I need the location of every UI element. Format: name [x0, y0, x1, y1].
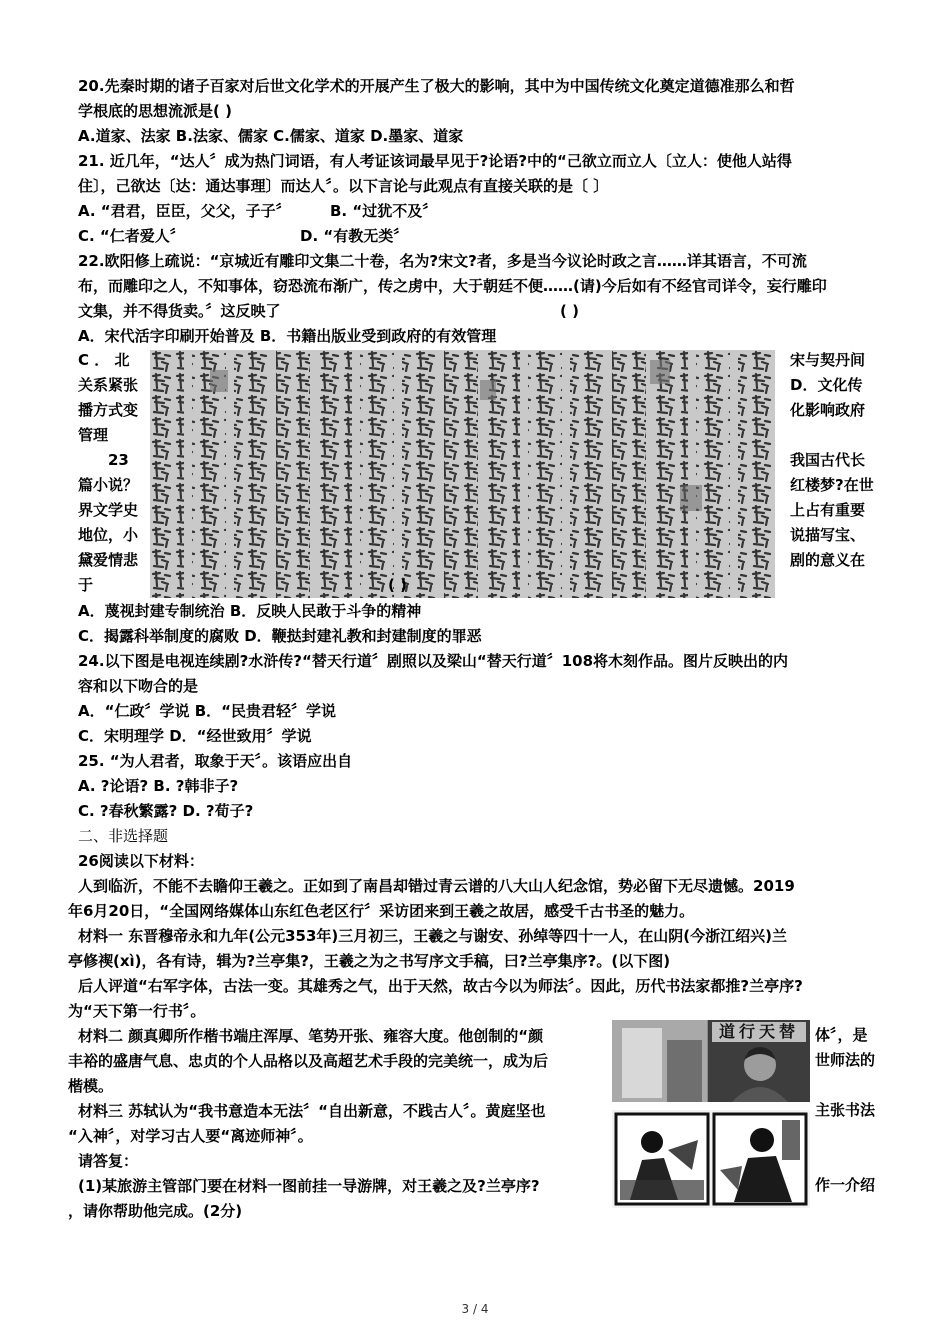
q22-option-c-left: C ． 北: [78, 351, 130, 369]
q26-material1-line4: 为“天下第一行书〞。: [68, 1002, 206, 1020]
q26-material2-line2: 丰裕的盛唐气息、忠贞的个人品格以及高超艺术手段的完美统一，成为后: [68, 1052, 549, 1070]
lanting-calligraphy-image: [150, 350, 775, 598]
q22-option-d-right: D．文化传: [790, 376, 863, 394]
q23-options-cd: C．揭露科举制度的腐败 D．鞭挞封建礼教和封建制度的罪恶: [78, 627, 482, 645]
q23-right4: 说描写宝、: [790, 526, 866, 544]
q26-material3-line1-right: 主张书法: [815, 1101, 876, 1119]
section-title-non-choice: 二、非选择题: [78, 827, 169, 845]
calligraphy-scroll-icon: [150, 350, 775, 598]
q20-line1: 20.先秦时期的诸子百家对后世文化学术的开展产生了极大的影响，其中为中国传统文化奠定道德准那么和哲: [78, 77, 795, 95]
q23-right5: 剧的意义在: [790, 551, 866, 569]
q26-material1-line1: 材料一 东晋穆帝永和九年(公元353年)三月初三，王羲之与谢安、孙绰等四十一人，在山阴(今浙江绍兴)兰: [78, 927, 787, 945]
q23-options-ab: A．蔑视封建专制统治 B．反映人民敢于斗争的精神: [78, 602, 422, 620]
q22-answer-blank: ( ): [560, 302, 579, 320]
q24-line2: 容和以下吻合的是: [78, 677, 199, 695]
q23-left2: 篇小说？: [78, 476, 139, 494]
q21-option-d: D. “有教无类〞: [300, 227, 409, 245]
q23-right1: 我国古代长: [790, 451, 866, 469]
q26-material2-line1: 材料二 颜真卿所作楷书端庄浑厚、笔势开张、雍容大度。他创制的“颜: [78, 1027, 544, 1045]
q26-intro: 26阅读以下材料：: [78, 852, 204, 870]
q23-left5: 黛爱情悲: [78, 551, 139, 569]
q25-line1: 25. “为人君者，取象于天〞。该语应出自: [78, 752, 353, 770]
q23-answer-blank: ( ): [388, 576, 407, 594]
q21-option-c: C. “仁者爱人〞: [78, 227, 185, 245]
q21-line1: 21. 近几年，“达人〞成为热门词语，有人考证该词最早见于?论语?中的“己欲立而立人〔立人：使他人站得: [78, 152, 792, 170]
q22-option-c-left2: 关系紧张: [78, 376, 139, 394]
q24-options-cd: C．宋明理学 D．“经世致用〞学说: [78, 727, 312, 745]
q21-option-a: A. “君君，臣臣，父父，子子〞: [78, 202, 291, 220]
q22-line2: 布，而雕印之人，不知事体，窃恐流布渐广，传之虏中，大于朝廷不便……(请)今后如有不经官司详令，妄行雕印: [78, 277, 827, 295]
q26-material1-line3: 后人评道“右军字体，古法一变。其雄秀之气，出于天然，故古今以为师法〞。因此，历代书法家都推?兰亭序?: [78, 977, 803, 995]
q26-sub1-line1: (1)某旅游主管部门要在材料一图前挂一导游牌，对王羲之及?兰亭序?: [78, 1177, 540, 1195]
q22-option-d-right2: 化影响政府: [790, 401, 866, 419]
q22-option-d-left: 播方式变: [78, 401, 139, 419]
q22-line1: 22.欧阳修上疏说：“京城近有雕印文集二十卷，名为?宋文?者，多是当今议论时政之言……详其语言，不可流: [78, 252, 807, 270]
tv-drama-still-image: [612, 1020, 810, 1102]
photo-banner-text: 道行天替: [718, 1022, 799, 1041]
q21-option-b: B. “过犹不及〞: [330, 202, 438, 220]
q23-left6: 于: [78, 576, 94, 594]
q26-material2-line3: 楷模。: [68, 1077, 114, 1095]
q23-right2: 红楼梦?在世: [790, 476, 874, 494]
q26-material3-line1: 材料三 苏轼认为“我书意造本无法〞“自出新意，不践古人〞。黄庭坚也: [78, 1102, 546, 1120]
q26-para1-line2: 年6月20日，“全国网络媒体山东红色老区行〞采访团来到王羲之故居，感受千古书圣的魅力。: [68, 902, 695, 920]
q26-material2-line2-right: 世师法的: [815, 1051, 876, 1069]
q22-option-d-left2: 管理: [78, 426, 109, 444]
q22-line3: 文集，并不得货卖。〞这反映了: [78, 302, 281, 320]
q22-options-ab: A．宋代活字印刷开始普及 B．书籍出版业受到政府的有效管理: [78, 327, 497, 345]
q26-ask: 请答复：: [78, 1152, 139, 1170]
q23-right3: 上占有重要: [790, 501, 866, 519]
q26-sub1-line2: ，请你帮助他完成。(2分): [68, 1202, 243, 1220]
q23-left3: 界文学史: [78, 501, 139, 519]
q21-line2: 住〕，己欲达〔达：通达事理〕而达人〞。以下言论与此观点有直接关联的是〔 〕: [78, 177, 609, 195]
woodcut-icon: [612, 1110, 810, 1208]
q26-material1-line2: 亭修禊(xì)，各有诗，辑为?兰亭集?，王羲之为之书写序文手稿，曰?兰亭集序?。(以下图): [68, 952, 671, 970]
q20-line2: 学根底的思想流派是( ): [78, 102, 232, 120]
q24-line1: 24.以下图是电视连续剧?水浒传?“替天行道〞剧照以及梁山“替天行道〞108将木刻作品。图片反映出的内: [78, 652, 789, 670]
q23-number: 23: [108, 451, 129, 469]
q26-sub1-line1-right: 作一介绍: [815, 1176, 876, 1194]
q25-options-ab: A. ?论语? B. ?韩非子?: [78, 777, 239, 795]
woodcut-image: [612, 1110, 810, 1208]
q24-options-ab: A．“仁政〞学说 B．“民贵君轻〞学说: [78, 702, 336, 720]
q26-para1-line1: 人到临沂，不能不去瞻仰王羲之。正如到了南昌却错过青云谱的八大山人纪念馆，势必留下无尽遗憾。2019: [78, 877, 795, 895]
q26-material2-line1-right: 体〞，是: [815, 1026, 868, 1044]
q22-option-c-right: 宋与契丹间: [790, 351, 866, 369]
page-number: 3 / 4: [461, 1302, 489, 1316]
q26-material3-line2: “入神〞，对学习古人要“离迹师神〞。: [68, 1127, 313, 1145]
q23-left4: 地位，小: [78, 526, 139, 544]
q20-options: A.道家、法家 B.法家、儒家 C.儒家、道家 D.墨家、道家: [78, 127, 464, 145]
q25-options-cd: C. ?春秋繁露? D. ?荀子?: [78, 802, 254, 820]
